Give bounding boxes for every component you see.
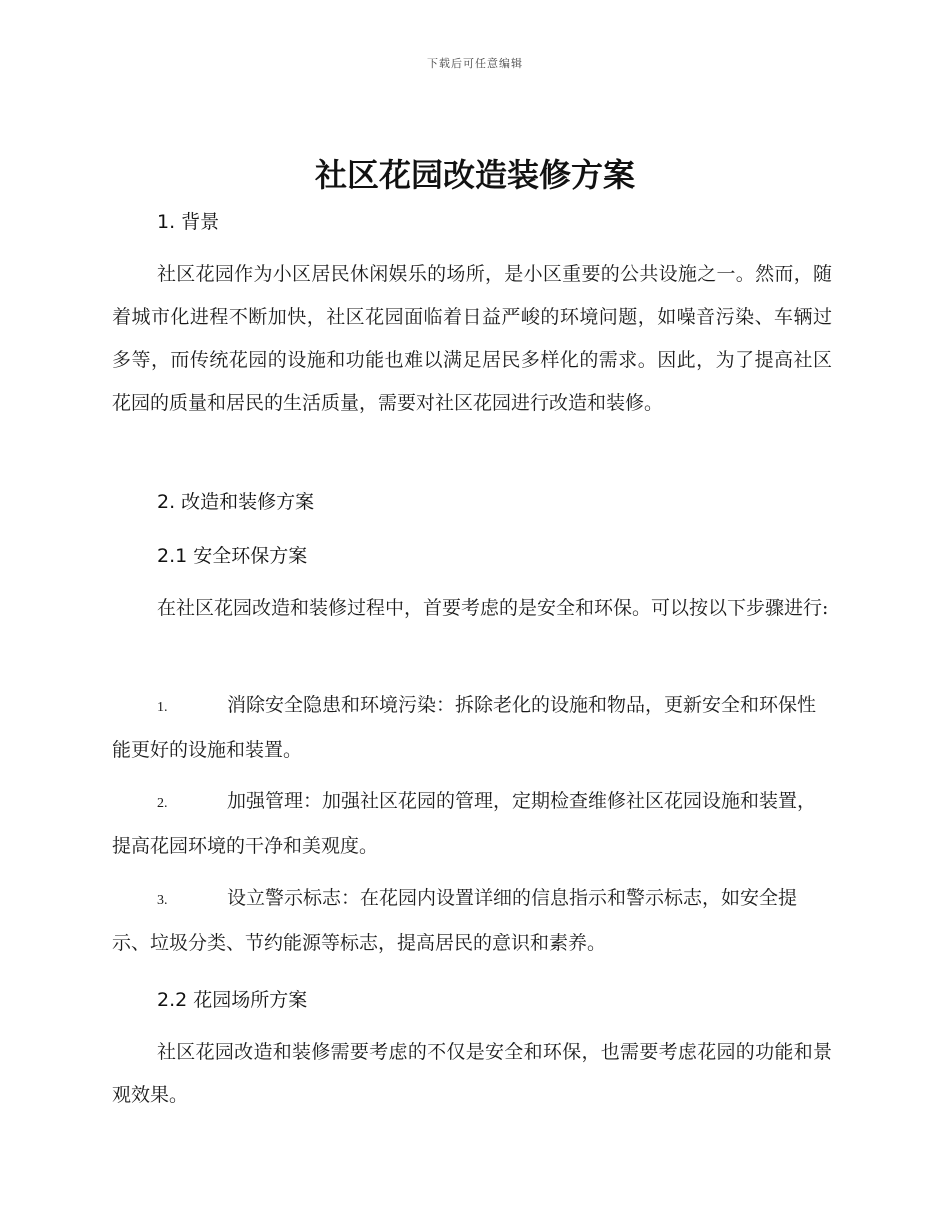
- document-title: 社区花园改造装修方案: [314, 156, 635, 194]
- list-number: 1.: [157, 700, 168, 715]
- subsection-heading-safety: 2.1 安全环保方案: [157, 545, 308, 567]
- list-item: [112, 684, 832, 772]
- background-paragraph: 社区花园作为小区居民休闲娱乐的场所，是小区重要的公共设施之一。然而，随着城市化进程不断加快，社区花园面临着日益严峻的环境问题，如噪音污染、车辆过多等，而传统花园的设施和功能也难以满足居民多样化的需求。因此，为了提高社区花园的质量和居民的生活质量，需要对社区花园进行改造和装修。: [112, 263, 832, 414]
- list-item: [112, 877, 832, 965]
- list-number: 2.: [157, 796, 168, 811]
- section-heading-background: 1. 背景: [157, 211, 220, 233]
- safety-paragraph: 在社区花园改造和装修过程中，首要考虑的是安全和环保。可以按以下步骤进行:: [157, 597, 829, 619]
- section-heading-plan: 2. 改造和装修方案: [157, 491, 315, 513]
- list-number: 3.: [157, 893, 168, 908]
- subsection-heading-garden: 2.2 花园场所方案: [157, 989, 308, 1011]
- list-text: 设立警示标志：在花园内设置详细的信息指示和警示标志，如安全提示、垃圾分类、节约能源等标志，提高居民的意识和素养。: [112, 887, 798, 954]
- list-item: [112, 780, 832, 868]
- header-note: 下载后可任意编辑: [427, 57, 523, 70]
- garden-paragraph: 社区花园改造和装修需要考虑的不仅是安全和环保，也需要考虑花园的功能和景观效果。: [112, 1041, 832, 1106]
- list-text: 消除安全隐患和环境污染：拆除老化的设施和物品，更新安全和环保性能更好的设施和装置。: [112, 694, 817, 761]
- list-text: 加强管理：加强社区花园的管理，定期检查维修社区花园设施和装置，提高花园环境的干净和美观度。: [112, 790, 817, 857]
